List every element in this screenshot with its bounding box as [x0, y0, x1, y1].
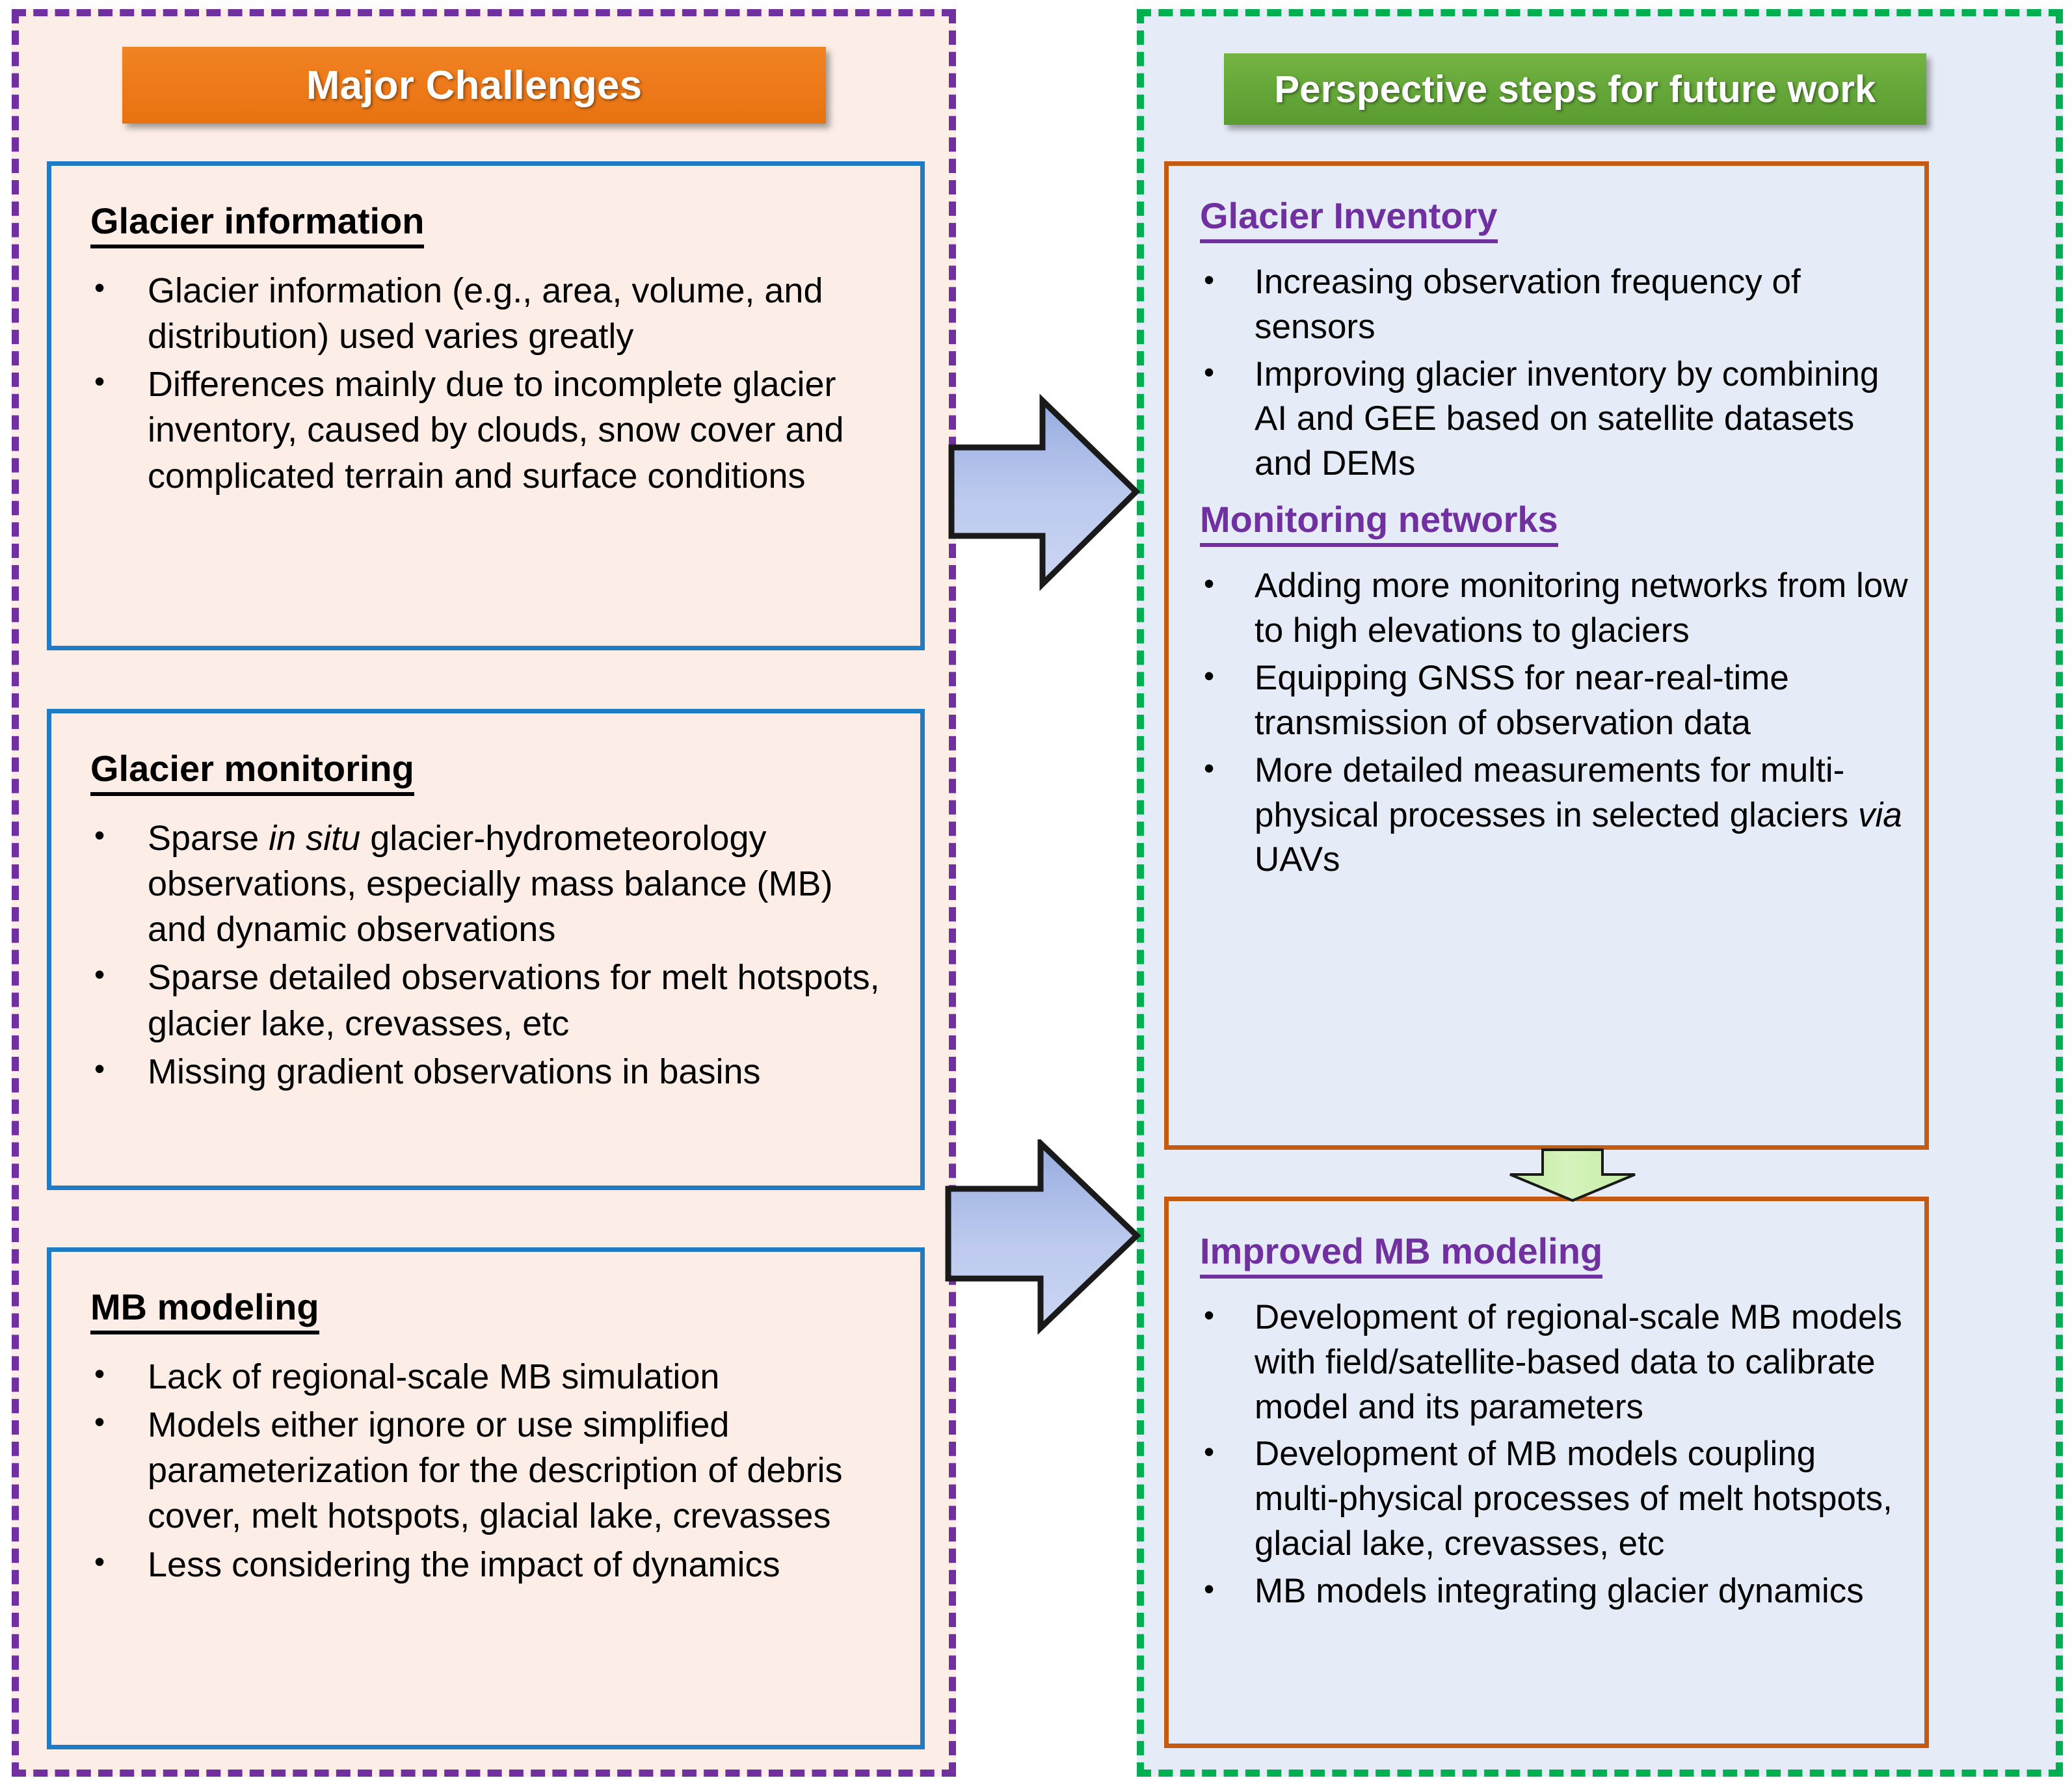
- mb-modeling-heading: MB modeling: [90, 1288, 319, 1334]
- glacier-inventory-bullets: [1200, 260, 1909, 486]
- list-item: • Less considering the impact of dynamics: [90, 1542, 898, 1587]
- improved-mb-modeling-bullets: [1200, 1295, 1909, 1614]
- glacier-inventory-and-networks-box: [1164, 161, 1929, 1150]
- list-item: • Improving glacier inventory by combining AI and GEE based on satellite datasets and DEMs: [1200, 352, 1909, 487]
- improved-mb-modeling-box: [1164, 1197, 1929, 1748]
- list-item: • Differences mainly due to incomplete glacier inventory, caused by clouds, snow cover and complicated terrain and surface conditions: [90, 362, 898, 499]
- list-item: • Lack of regional-scale MB simulation: [90, 1354, 898, 1400]
- improved-mb-modeling-heading: Improved MB modeling: [1200, 1232, 1602, 1279]
- list-item: • Adding more monitoring networks from low to high elevations to glaciers: [1200, 564, 1909, 654]
- right-arrow-icon-challenges-to-mb: [942, 1139, 1143, 1341]
- list-item: • MB models integrating glacier dynamics: [1200, 1569, 1909, 1614]
- perspective-steps-banner: Perspective steps for future work: [1224, 53, 1926, 125]
- list-item: • Equipping GNSS for near-real-time transmission of observation data: [1200, 656, 1909, 746]
- list-item: • Increasing observation frequency of sensors: [1200, 260, 1909, 350]
- right-arrow-icon-challenges-to-inventory: [946, 390, 1141, 592]
- list-item: • Missing gradient observations in basins: [90, 1049, 898, 1094]
- list-item: • Models either ignore or use simplified parameterization for the description of debris cover, melt hotspots, glacial lake, crevasses: [90, 1402, 898, 1539]
- glacier-monitoring-box: [47, 709, 925, 1190]
- list-item: • Development of MB models coupling multi-physical processes of melt hotspots, glacial lake, crevasses, etc: [1200, 1432, 1909, 1567]
- down-arrow-icon-inventory-to-mb: [1475, 1148, 1670, 1202]
- glacier-information-heading: Glacier information: [90, 202, 424, 248]
- list-item: • Development of regional-scale MB models with field/satellite-based data to calibrate model and its parameters: [1200, 1295, 1909, 1430]
- glacier-monitoring-bullets: [90, 816, 898, 1094]
- glacier-information-bullets: [90, 268, 898, 499]
- mb-modeling-bullets: [90, 1354, 898, 1587]
- glacier-information-box: [47, 161, 925, 650]
- list-item: • Glacier information (e.g., area, volume, and distribution) used varies greatly: [90, 268, 898, 359]
- monitoring-networks-heading: Monitoring networks: [1200, 501, 1558, 547]
- glacier-monitoring-heading: Glacier monitoring: [90, 750, 414, 796]
- glacier-inventory-heading: Glacier Inventory: [1200, 197, 1498, 243]
- list-item: • More detailed measurements for multi-physical processes in selected glaciers via UAVs: [1200, 749, 1909, 883]
- mb-modeling-box: [47, 1247, 925, 1749]
- list-item: • Sparse in situ glacier-hydrometeorology observations, especially mass balance (MB) and dynamic observations: [90, 816, 898, 953]
- list-item: • Sparse detailed observations for melt hotspots, glacier lake, crevasses, etc: [90, 955, 898, 1046]
- monitoring-networks-bullets: [1200, 564, 1909, 882]
- major-challenges-banner: Major Challenges: [122, 47, 826, 124]
